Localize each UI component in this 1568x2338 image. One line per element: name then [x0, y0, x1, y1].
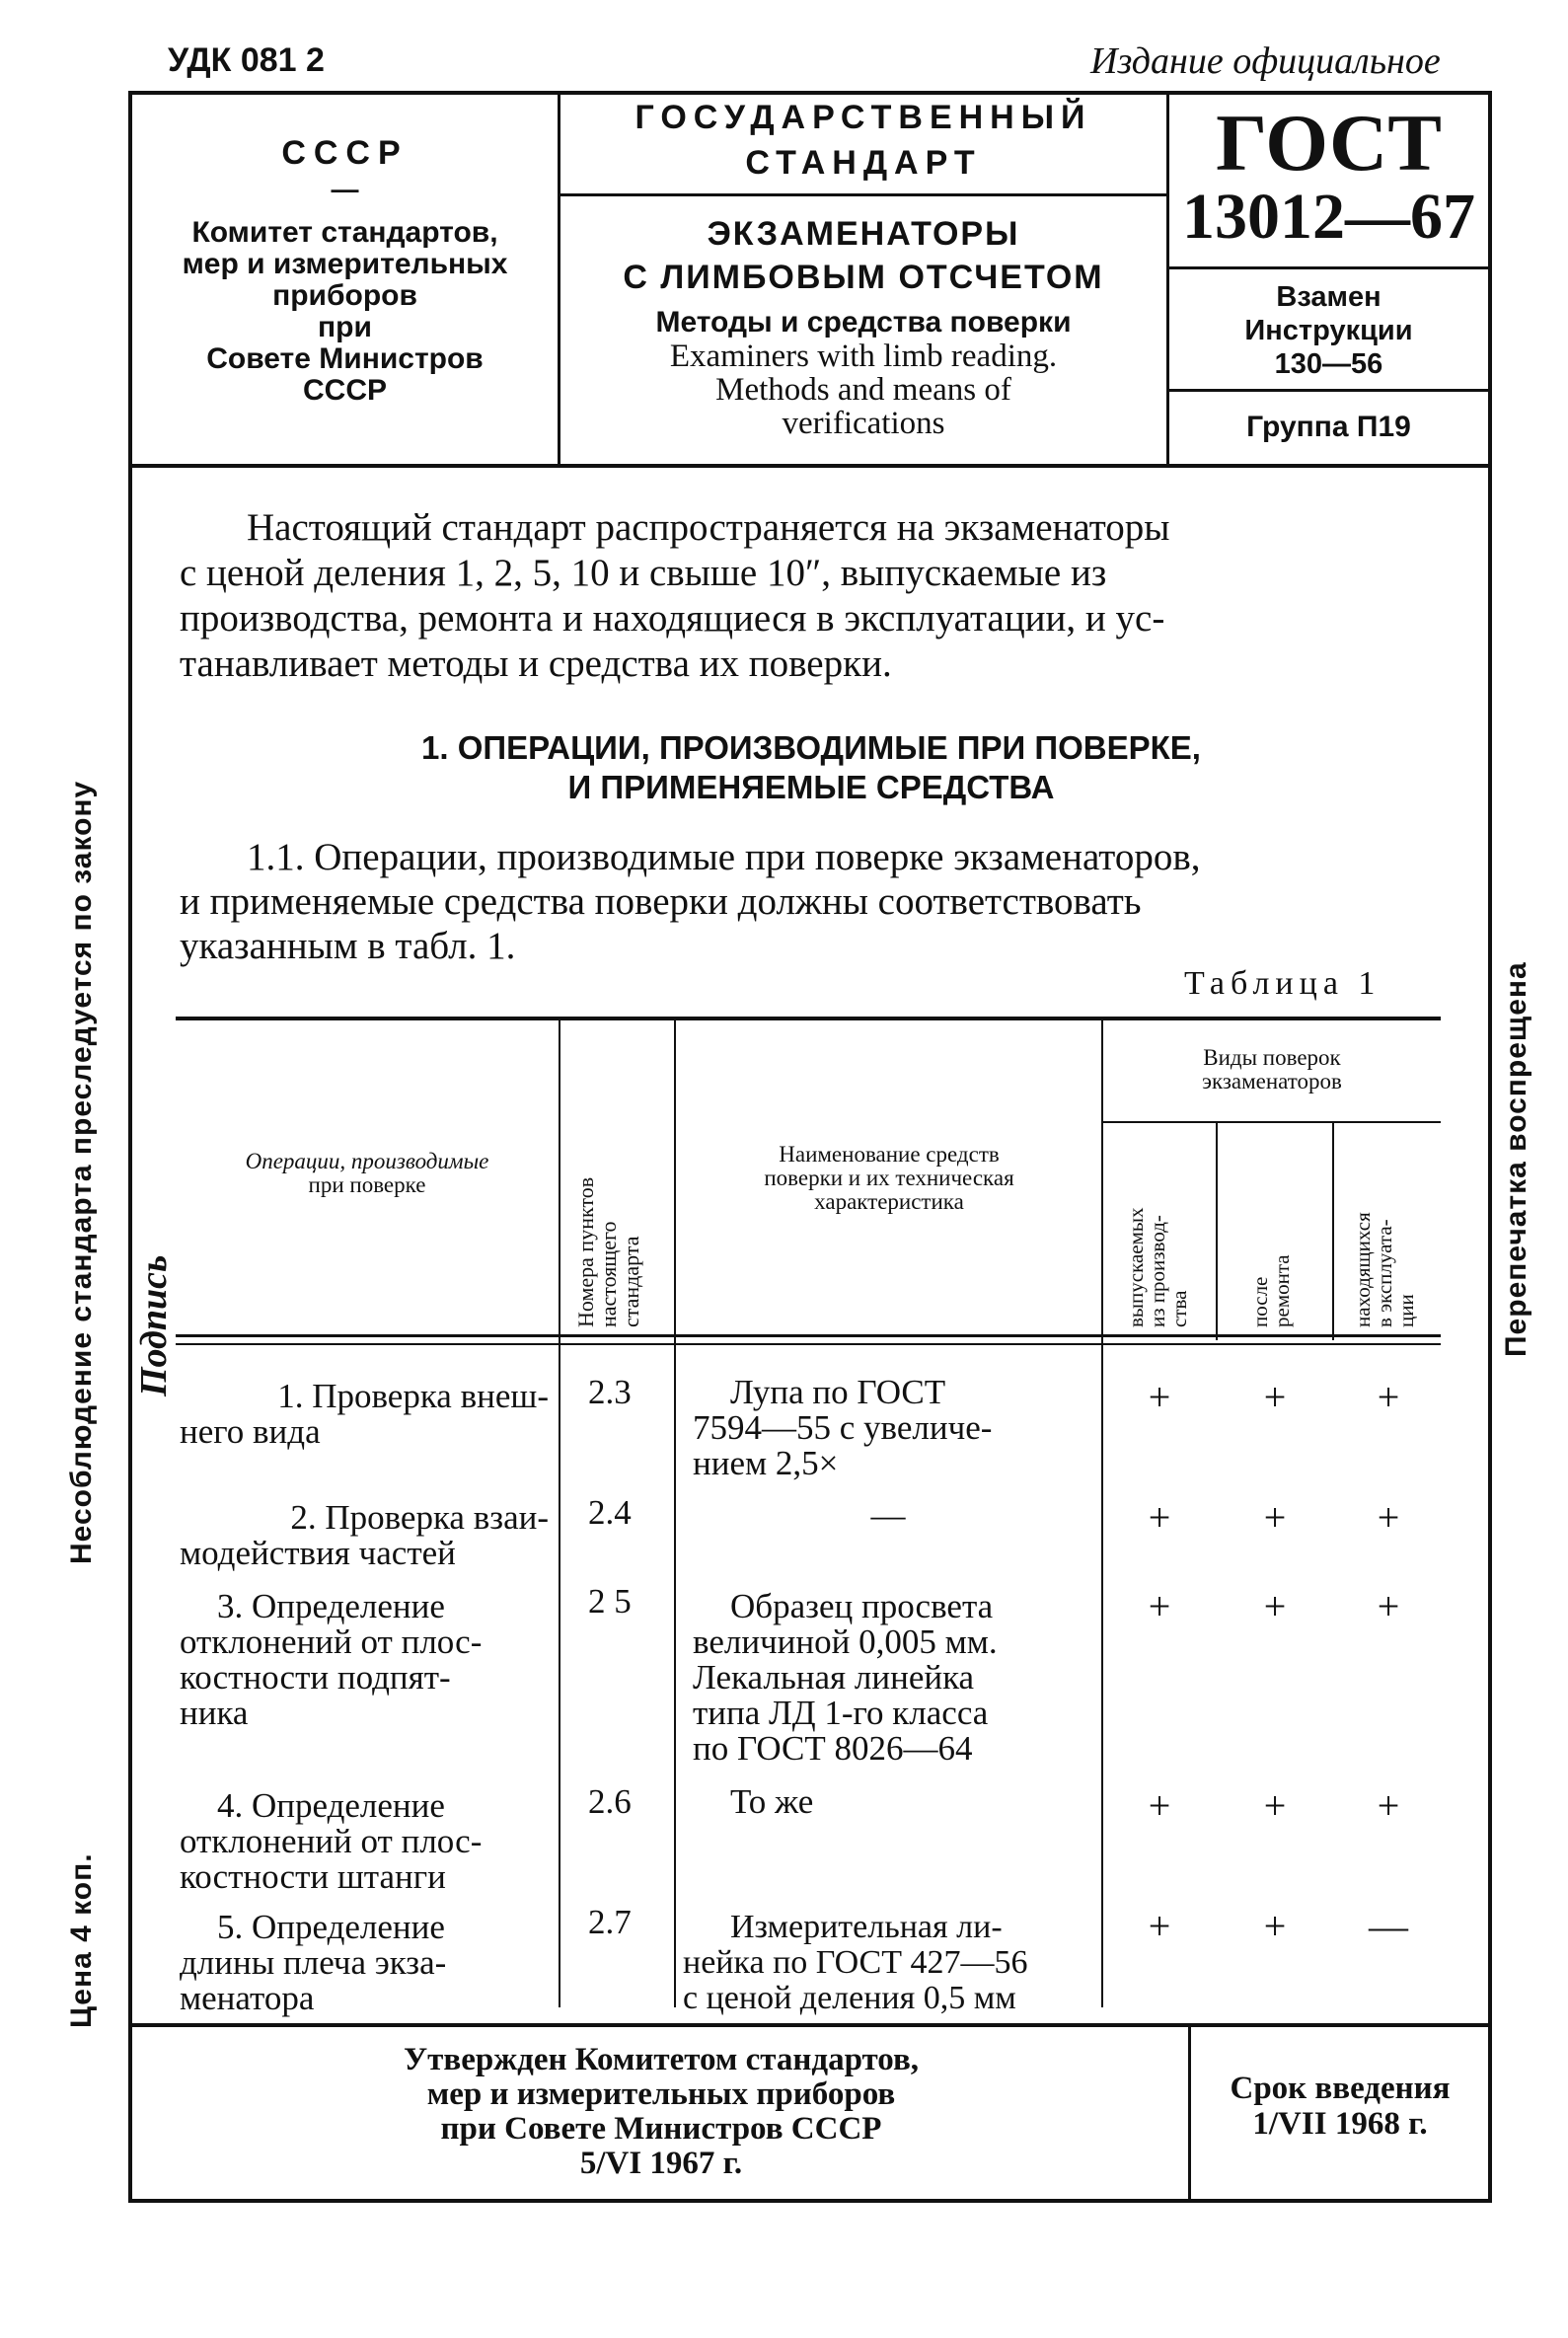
- replaces-line: Инструкции: [1244, 315, 1413, 346]
- means-line: Лекальная линейка: [693, 1658, 975, 1697]
- document-title-line2: С ЛИМБОВЫМ ОТСЧЕТОМ: [623, 259, 1104, 296]
- table-row-1-in-operation: +: [1377, 1375, 1400, 1419]
- table-row-2-produced: +: [1148, 1495, 1171, 1540]
- means-line: с ценой деления 0,5 мм: [683, 1980, 1016, 2016]
- section-title-line: 1. ОПЕРАЦИИ, ПРОИЗВОДИМЫЕ ПРИ ПОВЕРКЕ,: [421, 729, 1201, 766]
- table-row-2-repair: +: [1263, 1495, 1287, 1540]
- means-line: Лупа по ГОСТ: [730, 1373, 946, 1411]
- table-row-2-item: 2.4: [588, 1493, 632, 1532]
- approval-line: Утвержден Комитетом стандартов,: [403, 2042, 920, 2077]
- intro-line: производства, ремонта и находящиеся в эксплуатации, и ус-: [180, 597, 1165, 640]
- table-row-3-produced: +: [1148, 1584, 1171, 1628]
- means-line: Образец просвета: [730, 1587, 994, 1625]
- op-line: костности подпят-: [180, 1658, 451, 1697]
- header-produced-line: выпускаемых: [1124, 1207, 1148, 1327]
- udk-code: УДК 081 2: [168, 41, 325, 79]
- effective-date-block: [1194, 2071, 1486, 2142]
- table-row-5-repair: +: [1263, 1904, 1287, 1948]
- english-title-block: [560, 339, 1166, 440]
- committee-line: приборов: [272, 279, 417, 312]
- op-line: менатора: [180, 1979, 315, 2017]
- op-line: 1. Проверка внеш-: [277, 1377, 549, 1415]
- committee-line: мер и измерительных: [182, 248, 508, 280]
- table-row-3-item: 2 5: [588, 1582, 632, 1621]
- table-row-4-produced: +: [1148, 1783, 1171, 1828]
- table-row-3-in-operation: +: [1377, 1584, 1400, 1628]
- op-line: отклонений от плос-: [180, 1822, 483, 1860]
- header-produced-line: ства: [1167, 1290, 1191, 1327]
- document-title-line1: ЭКЗАМЕНАТОРЫ: [707, 215, 1020, 253]
- means-line: типа ЛД 1-го класса: [693, 1694, 989, 1732]
- table-col-divider-3: [1101, 1020, 1103, 2007]
- means-line: 7594—55 с увеличе-: [693, 1408, 993, 1447]
- header-means: [679, 1143, 1099, 1214]
- header-items-line: стандарта: [619, 1236, 643, 1327]
- table-header-line-a: [176, 1334, 1441, 1337]
- frame-left: [128, 91, 132, 2203]
- frame-top: [128, 91, 1492, 95]
- op-line: ника: [180, 1694, 249, 1732]
- header-items: [574, 1177, 642, 1327]
- replaces-line: 130—56: [1274, 348, 1383, 380]
- table-row-5-operation: [180, 1910, 549, 2016]
- op-line: 2. Проверка взаи-: [290, 1498, 549, 1537]
- english-title-line: Examiners with limb reading.: [669, 339, 1058, 374]
- op-line: 4. Определение: [217, 1786, 445, 1825]
- means-line: нейка по ГОСТ 427—56: [683, 1944, 1028, 1981]
- replaces-line: Взамен: [1276, 281, 1381, 313]
- frame-right: [1488, 91, 1492, 2203]
- header-operations-line: Операции, производимые: [245, 1149, 489, 1173]
- header-repair-line: ремонта: [1270, 1254, 1294, 1327]
- header-produced-line: из производ-: [1146, 1215, 1169, 1327]
- table-row-5-means: [683, 1910, 1097, 2016]
- table-row-2-operation: [180, 1500, 549, 1571]
- header-items-line: Номера пунктов: [573, 1176, 598, 1327]
- intro-paragraph: [180, 505, 1443, 687]
- op-line: модействия частей: [180, 1534, 456, 1572]
- header-repair: [1249, 1254, 1293, 1327]
- state-standard-line1: ГОСУДАРСТВЕННЫЙ: [635, 99, 1092, 136]
- header-kinds: [1103, 1046, 1441, 1094]
- header-group-line: [1166, 389, 1490, 392]
- header-means-line: характеристика: [814, 1189, 964, 1214]
- header-in-operation: [1352, 1212, 1417, 1327]
- table-row-2-means: —: [870, 1496, 906, 1535]
- table-top-line: [176, 1017, 1441, 1020]
- table-row-1-means: [693, 1375, 1083, 1481]
- table-row-4-in-operation: +: [1377, 1783, 1400, 1828]
- footer-top-line: [128, 2023, 1492, 2027]
- section-title: [180, 728, 1443, 807]
- header-kinds-line: экзаменаторов: [1202, 1069, 1342, 1094]
- approval-line: 5/VI 1967 г.: [579, 2146, 743, 2181]
- signature-label: Подпись: [133, 1254, 175, 1396]
- approval-line: мер и измерительных приборов: [426, 2076, 896, 2112]
- op-line: костности штанги: [180, 1857, 446, 1896]
- edition-label: Издание официальное: [1090, 40, 1441, 82]
- op-line: него вида: [180, 1412, 321, 1451]
- document-subtitle: Методы и средства поверки: [655, 306, 1072, 339]
- op-line: 3. Определение: [217, 1587, 445, 1625]
- reprint-prohibited: Перепечатка воспрещена: [1500, 961, 1532, 1357]
- header-kinds-line: Виды поверок: [1203, 1045, 1341, 1070]
- approval-block: [138, 2043, 1184, 2181]
- header-bottom-line: [128, 464, 1492, 468]
- committee-line: Комитет стандартов,: [191, 216, 498, 249]
- table-caption: Таблица 1: [1184, 965, 1381, 1002]
- paragraph-1-1: [180, 835, 1443, 968]
- header-repair-line: после: [1248, 1276, 1272, 1327]
- state-standard-line2: СТАНДАРТ: [745, 144, 982, 182]
- header-operations: [180, 1150, 555, 1197]
- table-row-3-means: [693, 1589, 1083, 1767]
- table-row-4-item: 2.6: [588, 1782, 632, 1821]
- table-row-4-repair: +: [1263, 1783, 1287, 1828]
- header-gost-line: [1166, 266, 1490, 269]
- ussr-title: СССР: [281, 134, 409, 172]
- table-col-divider-4: [1216, 1123, 1218, 1340]
- gost-label: ГОСТ: [1216, 98, 1442, 188]
- committee-block: [132, 217, 558, 407]
- table-row-5-item: 2.7: [588, 1903, 632, 1941]
- frame-bottom: [128, 2199, 1492, 2203]
- price-label: Цена 4 коп.: [65, 1852, 98, 2028]
- effective-date-line: Срок введения: [1230, 2071, 1451, 2106]
- means-line: нием 2,5×: [693, 1444, 839, 1482]
- replaces-block: [1169, 280, 1488, 381]
- table-col-divider-5: [1332, 1123, 1334, 1340]
- table-row-4-means: То же: [730, 1782, 814, 1821]
- table-row-3-operation: [180, 1589, 549, 1731]
- header-in-operation-line: находящихся: [1351, 1212, 1375, 1327]
- intro-line: Настоящий стандарт распространяется на экзаменаторы: [247, 506, 1170, 549]
- means-line: величиной 0,005 мм.: [693, 1622, 998, 1661]
- header-produced: [1125, 1207, 1190, 1327]
- table-row-3-repair: +: [1263, 1584, 1287, 1628]
- table-col-divider-2: [674, 1020, 676, 2007]
- english-title-line: Methods and means of: [715, 372, 1011, 408]
- effective-date-line: 1/VII 1968 г.: [1252, 2106, 1428, 2142]
- kinds-subheader-line: [1103, 1121, 1441, 1123]
- table-row-1-repair: +: [1263, 1375, 1287, 1419]
- table-header-line-b: [176, 1343, 1441, 1345]
- intro-line: танавливает методы и средства их поверки.: [180, 642, 892, 685]
- committee-line: Совете Министров: [206, 342, 484, 375]
- header-operations-line: при поверке: [308, 1172, 426, 1197]
- header-in-operation-line: ции: [1394, 1294, 1418, 1327]
- op-line: длины плеча экза-: [180, 1943, 447, 1982]
- header-in-operation-line: в эксплуата-: [1373, 1219, 1396, 1327]
- table-row-5-produced: +: [1148, 1904, 1171, 1948]
- english-title-line: verifications: [782, 406, 945, 441]
- means-line: Измерительная ли-: [730, 1909, 1003, 1945]
- committee-line: при: [318, 311, 372, 343]
- committee-line: СССР: [302, 374, 387, 407]
- op-line: 5. Определение: [217, 1908, 445, 1946]
- section-title-line: И ПРИМЕНЯЕМЫЕ СРЕДСТВА: [567, 769, 1055, 805]
- approval-line: при Совете Министров СССР: [440, 2111, 882, 2147]
- paragraph-line: указанным в табл. 1.: [180, 925, 516, 967]
- table-col-divider-1: [559, 1020, 560, 2007]
- header-items-line: настоящего: [596, 1221, 621, 1327]
- header-means-line: Наименование средств: [779, 1142, 1000, 1167]
- paragraph-line: и применяемые средства поверки должны соответствовать: [180, 880, 1142, 923]
- ussr-dash: —: [331, 174, 359, 204]
- table-row-4-operation: [180, 1788, 549, 1895]
- group-label: Группа П19: [1246, 411, 1411, 443]
- means-line: по ГОСТ 8026—64: [693, 1729, 973, 1768]
- op-line: отклонений от плос-: [180, 1622, 483, 1661]
- table-row-5-in-operation: —: [1369, 1904, 1408, 1948]
- intro-line: с ценой деления 1, 2, 5, 10 и свыше 10″, выпускаемые из: [180, 552, 1107, 594]
- footer-divider: [1188, 2027, 1191, 2199]
- table-row-1-produced: +: [1148, 1375, 1171, 1419]
- table-row-2-in-operation: +: [1377, 1495, 1400, 1540]
- law-notice: Несоблюдение стандарта преследуется по закону: [65, 780, 98, 1564]
- gost-number: 13012—67: [1182, 181, 1475, 253]
- table-row-1-operation: [180, 1379, 549, 1450]
- header-state-line: [558, 193, 1169, 196]
- table-row-1-item: 2.3: [588, 1373, 632, 1411]
- header-means-line: поверки и их техническая: [764, 1166, 1014, 1190]
- paragraph-line: 1.1. Операции, производимые при поверке экзаменаторов,: [247, 836, 1201, 878]
